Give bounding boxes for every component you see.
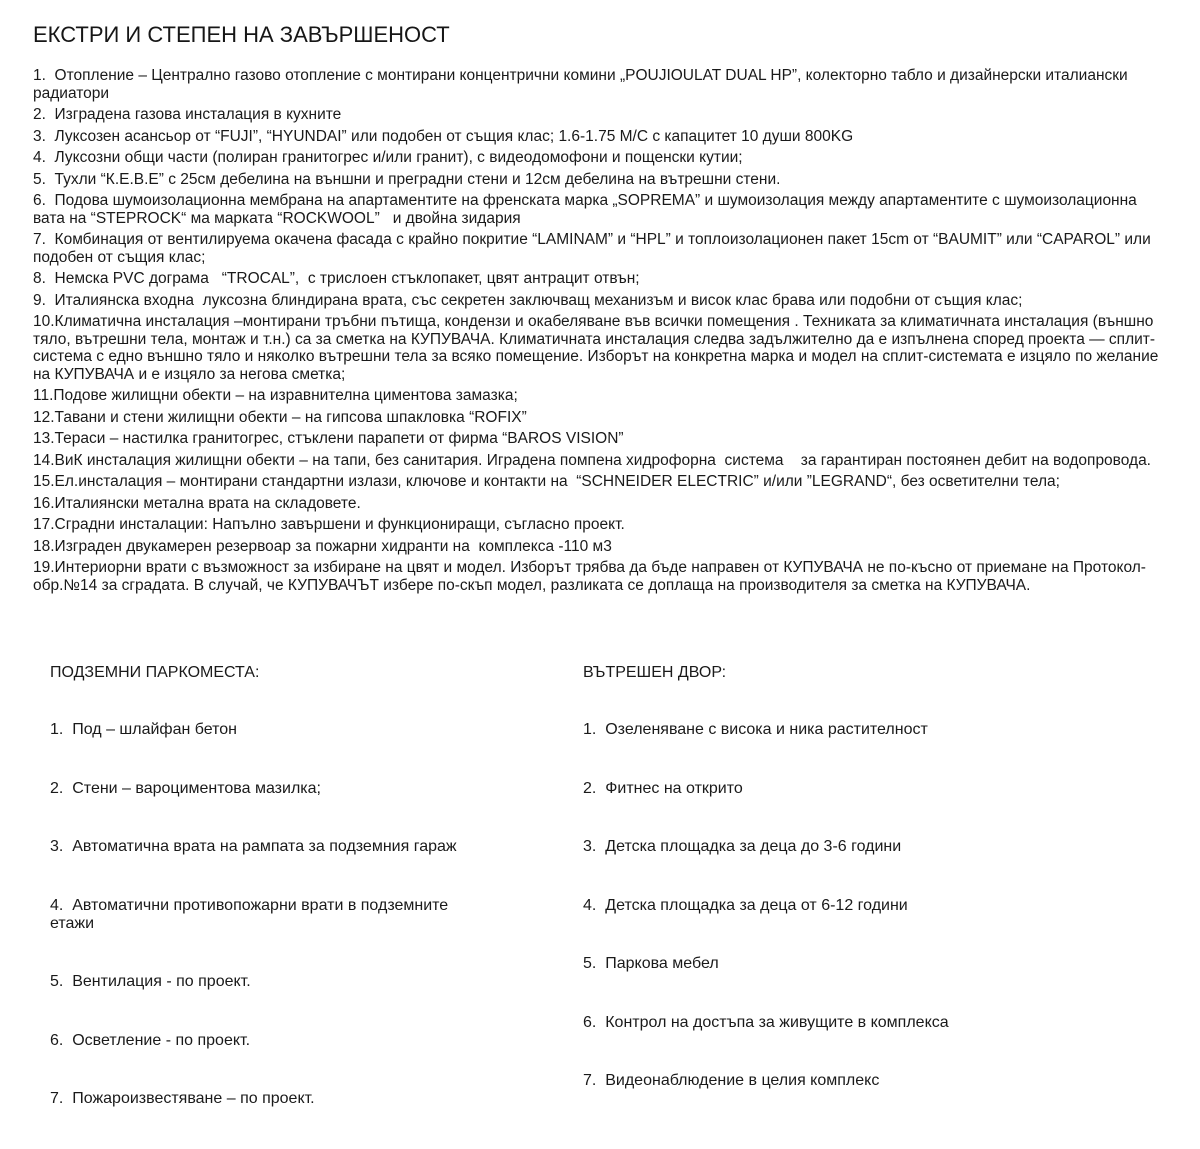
list-item: 7. Пожароизвестяване – по проект. xyxy=(50,1090,315,1107)
list-item: 4. Автоматични противопожарни врати в подземните етажи xyxy=(50,896,453,932)
section-heading-parking: ПОДЗЕМНИ ПАРКОМЕСТА: xyxy=(50,664,260,681)
list-item: 7. Комбинация от вентилируема окачена фасада с крайно покритие “LAMINAM” и “HPL” и топлоизолационен пакет 15cm от “BAUMIT” или “CAPAROL” или подобен от същия клас; xyxy=(33,231,1156,266)
inner-courtyard-section xyxy=(583,628,1083,1149)
list-item: 19.Интериорни врати с възможност за избиране на цвят и модел. Изборът трябва да бъде направен от КУПУВАЧА не по-късно от приемане на Протокол-обр.№14 за сградата. В случай, че КУПУВАЧЪТ избере по-скъп модел, разликата се доплаща на производителя за сметка на КУПУВАЧА. xyxy=(33,559,1146,594)
bottom-sections xyxy=(33,628,1167,1149)
list-item: 3. Луксозен асансьор от “FUJI”, “HYUNDAI” или подобен от същия клас; 1.6-1.75 М/С с капацитет 10 души 800KG xyxy=(33,127,854,145)
list-item: 9. Италиянска входна луксозна блиндирана врата, със секретен заключващ механизъм и висок клас брава или подобни от същия клас; xyxy=(33,291,1023,309)
list-item: 6. Подова шумоизолационна мембрана на апартаментите на френската марка „SOPREMA” и шумоизолация между апартаментите с шумоизолационна вата на “STEPROCK“ ма марката “ROCKWOOL” и двойна зидария xyxy=(33,192,1142,227)
list-item: 5. Паркова мебел xyxy=(583,955,719,972)
page-title: ЕКСТРИ И СТЕПЕН НА ЗАВЪРШЕНОСТ xyxy=(33,22,450,47)
list-item: 3. Автоматична врата на рампата за подземния гараж xyxy=(50,838,457,855)
list-item: 6. Осветление - по проект. xyxy=(50,1031,251,1049)
list-item: 16.Италиянски метална врата на складовете. xyxy=(33,494,361,512)
list-item: 12.Тавани и стени жилищни обекти – на гипсова шпакловка “ROFIX” xyxy=(33,408,527,426)
list-item: 7. Видеонаблюдение в целия комплекс xyxy=(583,1072,880,1089)
section-heading-courtyard: ВЪТРЕШЕН ДВОР: xyxy=(583,664,727,681)
list-item: 2. Стени – вароциментова мазилка; xyxy=(50,779,321,797)
list-item: 4. Луксозни общи части (полиран гранитогрес и/или гранит), с видеодомофони и пощенски кутии; xyxy=(33,149,743,166)
underground-parking-section xyxy=(50,628,475,1149)
list-item: 1. Под – шлайфан бетон xyxy=(50,721,237,738)
extras-list xyxy=(33,67,1167,594)
list-item: 3. Детска площадка за деца до 3-6 години xyxy=(583,838,902,855)
list-item: 5. Тухли “К.Е.В.Е” с 25см дебелина на външни и преградни стени и 12см дебелина на вътрешни стени. xyxy=(33,170,781,188)
list-item: 17.Сградни инсталации: Напълно завършени и функциониращи, съгласно проект. xyxy=(33,516,625,533)
list-item: 1. Отопление – Централно газово отопление с монтирани концентрични комини „POUJIOULAT DUAL HP”, колекторно табло и дизайнерски италиански радиатори xyxy=(33,67,1132,102)
list-item: 8. Немска PVC дограма “TROCAL”, с трислоен стъклопакет, цвят антрацит отвън; xyxy=(33,270,640,287)
list-item: 2. Изградена газова инсталация в кухните xyxy=(33,106,342,123)
list-item: 13.Тераси – настилка гранитогрес, стъклени парапети от фирма “BAROS VISION” xyxy=(33,430,624,447)
list-item: 1. Озеленяване с висока и ника растителност xyxy=(583,721,928,738)
list-item: 2. Фитнес на открито xyxy=(583,779,743,797)
list-item: 6. Контрол на достъпа за живущите в комплекса xyxy=(583,1013,949,1031)
list-item: 10.Климатична инсталация –монтирани тръбни пътища, кондензи и окабеляване във всички помещения . Техниката за климатичната инсталация (външно тяло, вътрешни тела, монтаж и т.н.) са за сметка на КУПУВАЧА. Климатичната инсталация следва задължително да е изпълнена според проекта — сплит-система с едно външно тяло и няколко вътрешни тела за всяко помещение. Изборът на конкретна марка и модел на сплит-системата е изцяло по желание на КУПУВАЧА и е изцяло за негова сметка; xyxy=(33,313,1163,383)
list-item: 18.Изграден двукамерен резервоар за пожарни хидранти на комплекса -110 м3 xyxy=(33,537,612,555)
list-item: 15.Ел.инсталация – монтирани стандартни излази, ключове и контакти на “SCHNEIDER ELECTRIC” и/или ”LEGRAND“, без осветителни тела; xyxy=(33,473,1060,490)
list-item: 14.ВиК инсталация жилищни обекти – на тапи, без санитария. Иградена помпена хидрофорна система за гарантиран постоянен дебит на водопровода. xyxy=(33,451,1151,469)
list-item: 5. Вентилация - по проект. xyxy=(50,973,251,990)
list-item: 11.Подове жилищни обекти – на изравнителна циментова замазка; xyxy=(33,387,518,404)
list-item: 4. Детска площадка за деца от 6-12 години xyxy=(583,896,908,914)
